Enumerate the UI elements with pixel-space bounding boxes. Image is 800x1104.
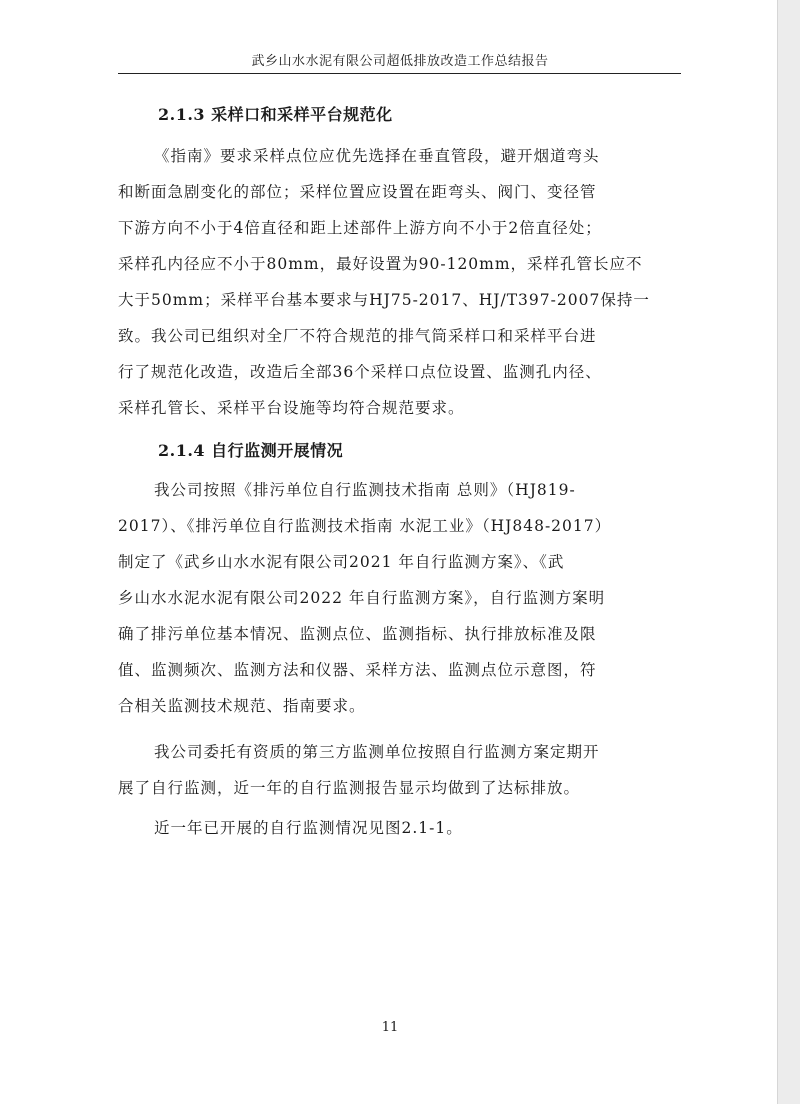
paragraph-third-party-monitoring	[118, 734, 678, 806]
paragraph-line: 采样孔内径应不小于80mm，最好设置为90-120mm，采样孔管长应不	[118, 255, 643, 273]
paragraph-line: 2017）、《排污单位自行监测技术指南 水泥工业》（HJ848-2017）	[118, 517, 612, 535]
paragraph-line: 行了规范化改造，改造后全部36个采样口点位设置、监测孔内径、	[118, 363, 602, 381]
page-number: 11	[381, 1020, 399, 1035]
page-edge-line	[777, 0, 778, 1104]
paragraph-line: 合相关监测技术规范、指南要求。	[118, 697, 366, 715]
running-header: 武乡山水水泥有限公司超低排放改造工作总结报告	[251, 54, 549, 69]
page-edge-shade	[778, 0, 800, 1104]
paragraph-sampling-port	[118, 138, 678, 426]
paragraph-line: 展了自行监测，近一年的自行监测报告显示均做到了达标排放。	[118, 779, 581, 797]
paragraph-line: 大于50mm；采样平台基本要求与HJ75-2017、HJ/T397-2007保持一	[118, 291, 650, 309]
header-rule	[118, 73, 681, 74]
paragraph-line: 近一年已开展的自行监测情况见图2.1-1。	[154, 819, 463, 837]
paragraph-line: 下游方向不小于4倍直径和距上述部件上游方向不小于2倍直径处；	[118, 219, 602, 237]
paragraph-line: 我公司委托有资质的第三方监测单位按照自行监测方案定期开	[154, 743, 600, 761]
paragraph-line: 乡山水水泥水泥有限公司2022 年自行监测方案》，自行监测方案明	[118, 589, 606, 607]
paragraph-line: 和断面急剧变化的部位；采样位置应设置在距弯头、阀门、变径管	[118, 183, 597, 201]
section-heading-2-1-3: 2.1.3 采样口和采样平台规范化	[158, 105, 393, 124]
paragraph-line: 我公司按照《排污单位自行监测技术指南 总则》（HJ819-	[154, 481, 576, 499]
paragraph-line: 致。我公司已组织对全厂不符合规范的排气筒采样口和采样平台进	[118, 327, 597, 345]
paragraph-line: 制定了《武乡山水水泥有限公司2021 年自行监测方案》、《武	[118, 553, 565, 571]
paragraph-line: 《指南》要求采样点位应优先选择在垂直管段，避开烟道弯头	[154, 147, 600, 165]
paragraph-self-monitoring	[118, 472, 678, 724]
paragraph-line: 采样孔管长、采样平台设施等均符合规范要求。	[118, 399, 465, 417]
section-heading-2-1-4: 2.1.4 自行监测开展情况	[158, 441, 344, 460]
paragraph-line: 值、监测频次、监测方法和仪器、采样方法、监测点位示意图，符	[118, 661, 597, 679]
paragraph-line: 确了排污单位基本情况、监测点位、监测指标、执行排放标准及限	[118, 625, 597, 643]
paragraph-figure-reference	[118, 810, 678, 846]
